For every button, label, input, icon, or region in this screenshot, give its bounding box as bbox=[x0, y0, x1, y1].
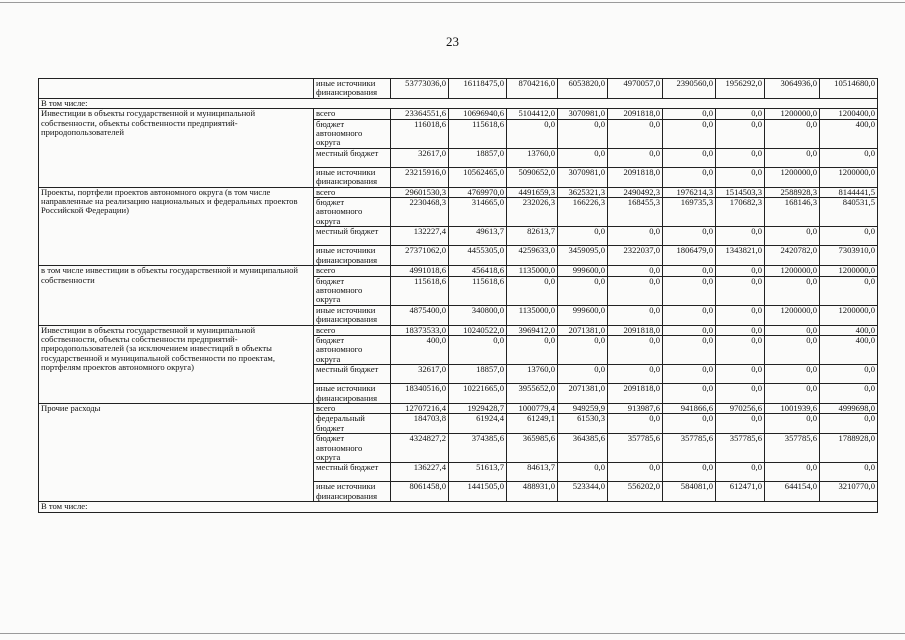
amount-year: 4259633,0 bbox=[507, 246, 558, 266]
amount-year: 0,0 bbox=[716, 325, 765, 335]
table-row bbox=[39, 109, 878, 119]
amount-year: 10221665,0 bbox=[449, 384, 507, 404]
amount-year: 357785,6 bbox=[663, 434, 716, 463]
amount-year: 949259,9 bbox=[558, 403, 608, 413]
amount-year: 2091818,0 bbox=[608, 109, 663, 119]
funding-source: местный бюджет bbox=[314, 365, 391, 384]
amount-year: 170682,3 bbox=[716, 198, 765, 227]
amount-year: 5090652,0 bbox=[507, 167, 558, 187]
funding-source: всего bbox=[314, 266, 391, 276]
amount-year: 3955652,0 bbox=[507, 384, 558, 404]
amount-year: 7303910,0 bbox=[820, 246, 878, 266]
amount-year: 400,0 bbox=[820, 325, 878, 335]
amount-year: 169735,3 bbox=[663, 198, 716, 227]
amount-year: 115618,6 bbox=[449, 119, 507, 148]
amount-year: 0,0 bbox=[608, 276, 663, 305]
amount-total: 23364551,6 bbox=[391, 109, 449, 119]
amount-year: 0,0 bbox=[608, 414, 663, 434]
amount-year: 0,0 bbox=[608, 148, 663, 167]
amount-year: 0,0 bbox=[716, 227, 765, 246]
scan-edge-bottom bbox=[0, 633, 905, 634]
table-row bbox=[39, 325, 878, 335]
amount-year: 168146,3 bbox=[765, 198, 820, 227]
amount-year: 0,0 bbox=[507, 276, 558, 305]
amount-year: 374385,6 bbox=[449, 434, 507, 463]
amount-year: 0,0 bbox=[716, 305, 765, 325]
amount-year: 0,0 bbox=[820, 276, 878, 305]
amount-year: 0,0 bbox=[820, 414, 878, 434]
amount-year: 1200000,0 bbox=[765, 305, 820, 325]
section-heading: В том числе: bbox=[39, 502, 878, 512]
amount-year: 0,0 bbox=[663, 148, 716, 167]
amount-year: 0,0 bbox=[663, 119, 716, 148]
amount-year: 10514680,0 bbox=[820, 79, 878, 99]
amount-year: 18857,0 bbox=[449, 365, 507, 384]
amount-year: 166226,3 bbox=[558, 198, 608, 227]
amount-year: 2588928,3 bbox=[765, 187, 820, 197]
amount-year: 999600,0 bbox=[558, 305, 608, 325]
amount-year: 400,0 bbox=[820, 335, 878, 364]
section-row bbox=[39, 502, 878, 512]
amount-year: 18857,0 bbox=[449, 148, 507, 167]
amount-year: 6053820,0 bbox=[558, 79, 608, 99]
amount-year: 3969412,0 bbox=[507, 325, 558, 335]
amount-year: 1135000,0 bbox=[507, 266, 558, 276]
amount-total: 2230468,3 bbox=[391, 198, 449, 227]
amount-year: 0,0 bbox=[558, 148, 608, 167]
amount-total: 18340516,0 bbox=[391, 384, 449, 404]
amount-year: 61530,3 bbox=[558, 414, 608, 434]
amount-year: 2071381,0 bbox=[558, 384, 608, 404]
amount-year: 612471,0 bbox=[716, 482, 765, 502]
amount-year: 0,0 bbox=[765, 276, 820, 305]
amount-year: 0,0 bbox=[558, 365, 608, 384]
amount-total: 29601530,3 bbox=[391, 187, 449, 197]
amount-year: 49613,7 bbox=[449, 227, 507, 246]
amount-year: 0,0 bbox=[558, 227, 608, 246]
scan-edge-top bbox=[0, 2, 905, 3]
amount-year: 1343821,0 bbox=[716, 246, 765, 266]
amount-year: 999600,0 bbox=[558, 266, 608, 276]
section-heading: В том числе: bbox=[39, 98, 878, 108]
amount-year: 0,0 bbox=[608, 119, 663, 148]
amount-year: 0,0 bbox=[765, 365, 820, 384]
amount-year: 523344,0 bbox=[558, 482, 608, 502]
amount-year: 0,0 bbox=[820, 365, 878, 384]
funding-source: местный бюджет bbox=[314, 148, 391, 167]
amount-year: 8704216,0 bbox=[507, 79, 558, 99]
amount-year: 0,0 bbox=[558, 463, 608, 482]
amount-year: 4999698,0 bbox=[820, 403, 878, 413]
amount-year: 0,0 bbox=[663, 305, 716, 325]
amount-year: 1200000,0 bbox=[820, 305, 878, 325]
amount-year: 4455305,0 bbox=[449, 246, 507, 266]
amount-year: 0,0 bbox=[507, 335, 558, 364]
amount-year: 0,0 bbox=[608, 227, 663, 246]
amount-year: 0,0 bbox=[663, 463, 716, 482]
amount-total: 136227,4 bbox=[391, 463, 449, 482]
table-row bbox=[39, 266, 878, 276]
amount-year: 584081,0 bbox=[663, 482, 716, 502]
row-description bbox=[39, 79, 314, 99]
amount-year: 0,0 bbox=[608, 305, 663, 325]
funding-source: иные источники финансирования bbox=[314, 384, 391, 404]
amount-year: 3459095,0 bbox=[558, 246, 608, 266]
funding-source: бюджет автономного округа bbox=[314, 198, 391, 227]
amount-year: 1956292,0 bbox=[716, 79, 765, 99]
amount-year: 1000779,4 bbox=[507, 403, 558, 413]
section-row bbox=[39, 98, 878, 108]
amount-year: 0,0 bbox=[663, 167, 716, 187]
amount-year: 0,0 bbox=[663, 227, 716, 246]
amount-year: 0,0 bbox=[820, 384, 878, 404]
amount-year: 0,0 bbox=[716, 335, 765, 364]
amount-year: 0,0 bbox=[663, 276, 716, 305]
amount-year: 115618,6 bbox=[449, 276, 507, 305]
funding-source: бюджет автономного округа bbox=[314, 276, 391, 305]
amount-year: 232026,3 bbox=[507, 198, 558, 227]
amount-year: 1200000,0 bbox=[765, 167, 820, 187]
funding-source: бюджет автономного округа bbox=[314, 119, 391, 148]
amount-year: 13760,0 bbox=[507, 365, 558, 384]
table-row bbox=[39, 79, 878, 99]
amount-year: 0,0 bbox=[765, 119, 820, 148]
amount-year: 1929428,7 bbox=[449, 403, 507, 413]
amount-year: 2390560,0 bbox=[663, 79, 716, 99]
amount-year: 2420782,0 bbox=[765, 246, 820, 266]
amount-total: 32617,0 bbox=[391, 365, 449, 384]
amount-year: 0,0 bbox=[716, 109, 765, 119]
amount-year: 0,0 bbox=[716, 384, 765, 404]
amount-year: 10696940,6 bbox=[449, 109, 507, 119]
amount-total: 27371062,0 bbox=[391, 246, 449, 266]
funding-source: иные источники финансирования bbox=[314, 305, 391, 325]
amount-year: 3070981,0 bbox=[558, 167, 608, 187]
amount-total: 32617,0 bbox=[391, 148, 449, 167]
amount-year: 365985,6 bbox=[507, 434, 558, 463]
amount-year: 970256,6 bbox=[716, 403, 765, 413]
amount-year: 456418,6 bbox=[449, 266, 507, 276]
amount-total: 23215916,0 bbox=[391, 167, 449, 187]
amount-year: 2091818,0 bbox=[608, 167, 663, 187]
amount-year: 400,0 bbox=[820, 119, 878, 148]
amount-year: 61924,4 bbox=[449, 414, 507, 434]
amount-year: 0,0 bbox=[663, 325, 716, 335]
amount-year: 3070981,0 bbox=[558, 109, 608, 119]
funding-source: местный бюджет bbox=[314, 227, 391, 246]
page-number: 23 bbox=[446, 34, 459, 49]
table-row bbox=[39, 403, 878, 413]
amount-year: 364385,6 bbox=[558, 434, 608, 463]
amount-year: 1200000,0 bbox=[765, 109, 820, 119]
budget-table bbox=[38, 78, 878, 513]
amount-total: 115618,6 bbox=[391, 276, 449, 305]
funding-source: всего bbox=[314, 109, 391, 119]
funding-source: всего bbox=[314, 325, 391, 335]
amount-year: 1788928,0 bbox=[820, 434, 878, 463]
amount-year: 0,0 bbox=[820, 463, 878, 482]
amount-year: 556202,0 bbox=[608, 482, 663, 502]
amount-year: 4491659,3 bbox=[507, 187, 558, 197]
funding-source: бюджет автономного округа bbox=[314, 434, 391, 463]
amount-year: 10240522,0 bbox=[449, 325, 507, 335]
amount-year: 941866,6 bbox=[663, 403, 716, 413]
amount-year: 1976214,3 bbox=[663, 187, 716, 197]
amount-year: 2091818,0 bbox=[608, 384, 663, 404]
row-description: в том числе инвестиции в объекты государственной и муниципальной собственности bbox=[39, 266, 314, 325]
amount-year: 314665,0 bbox=[449, 198, 507, 227]
amount-year: 5104412,0 bbox=[507, 109, 558, 119]
amount-year: 8144441,5 bbox=[820, 187, 878, 197]
amount-year: 0,0 bbox=[765, 148, 820, 167]
amount-year: 357785,6 bbox=[608, 434, 663, 463]
amount-year: 0,0 bbox=[449, 335, 507, 364]
amount-year: 488931,0 bbox=[507, 482, 558, 502]
amount-year: 1514503,3 bbox=[716, 187, 765, 197]
funding-source: иные источники финансирования bbox=[314, 246, 391, 266]
amount-year: 168455,3 bbox=[608, 198, 663, 227]
amount-total: 8061458,0 bbox=[391, 482, 449, 502]
funding-source: всего bbox=[314, 187, 391, 197]
amount-total: 116018,6 bbox=[391, 119, 449, 148]
amount-year: 0,0 bbox=[663, 266, 716, 276]
funding-source: бюджет автономного округа bbox=[314, 335, 391, 364]
amount-year: 2071381,0 bbox=[558, 325, 608, 335]
amount-year: 0,0 bbox=[820, 227, 878, 246]
amount-year: 0,0 bbox=[558, 335, 608, 364]
row-description: Инвестиции в объекты государственной и муниципальной собственности, объекты собственности предприятий-природопользователей bbox=[39, 109, 314, 187]
funding-source: иные источники финансирования bbox=[314, 482, 391, 502]
amount-year: 0,0 bbox=[663, 414, 716, 434]
amount-year: 0,0 bbox=[765, 384, 820, 404]
funding-source: иные источники финансирования bbox=[314, 167, 391, 187]
amount-year: 0,0 bbox=[663, 365, 716, 384]
amount-year: 1200000,0 bbox=[820, 266, 878, 276]
amount-year: 0,0 bbox=[716, 414, 765, 434]
amount-year: 0,0 bbox=[820, 148, 878, 167]
amount-year: 840531,5 bbox=[820, 198, 878, 227]
row-description: Проекты, портфели проектов автономного округа (в том числе направленные на реализацию национальных и федеральных проектов Российской Федерации) bbox=[39, 187, 314, 265]
amount-year: 357785,6 bbox=[765, 434, 820, 463]
amount-year: 13760,0 bbox=[507, 148, 558, 167]
amount-year: 644154,0 bbox=[765, 482, 820, 502]
amount-year: 10562465,0 bbox=[449, 167, 507, 187]
funding-source: всего bbox=[314, 403, 391, 413]
amount-total: 184703,8 bbox=[391, 414, 449, 434]
amount-year: 0,0 bbox=[765, 325, 820, 335]
amount-total: 4324827,2 bbox=[391, 434, 449, 463]
amount-year: 0,0 bbox=[716, 119, 765, 148]
amount-year: 0,0 bbox=[716, 266, 765, 276]
amount-year: 1441505,0 bbox=[449, 482, 507, 502]
amount-year: 357785,6 bbox=[716, 434, 765, 463]
amount-total: 4991018,6 bbox=[391, 266, 449, 276]
amount-year: 2490492,3 bbox=[608, 187, 663, 197]
table-row bbox=[39, 187, 878, 197]
amount-year: 913987,6 bbox=[608, 403, 663, 413]
amount-year: 1806479,0 bbox=[663, 246, 716, 266]
amount-year: 0,0 bbox=[765, 227, 820, 246]
amount-year: 0,0 bbox=[558, 119, 608, 148]
amount-year: 0,0 bbox=[608, 463, 663, 482]
amount-year: 0,0 bbox=[716, 365, 765, 384]
amount-year: 1135000,0 bbox=[507, 305, 558, 325]
amount-total: 12707216,4 bbox=[391, 403, 449, 413]
amount-year: 0,0 bbox=[716, 276, 765, 305]
amount-total: 400,0 bbox=[391, 335, 449, 364]
amount-year: 0,0 bbox=[608, 335, 663, 364]
amount-total: 132227,4 bbox=[391, 227, 449, 246]
amount-year: 0,0 bbox=[608, 365, 663, 384]
amount-year: 0,0 bbox=[716, 463, 765, 482]
amount-year: 0,0 bbox=[507, 119, 558, 148]
amount-year: 340800,0 bbox=[449, 305, 507, 325]
amount-year: 4970057,0 bbox=[608, 79, 663, 99]
amount-year: 2322037,0 bbox=[608, 246, 663, 266]
amount-year: 0,0 bbox=[663, 109, 716, 119]
amount-year: 0,0 bbox=[663, 335, 716, 364]
amount-year: 1200400,0 bbox=[820, 109, 878, 119]
amount-year: 0,0 bbox=[663, 384, 716, 404]
amount-year: 0,0 bbox=[765, 414, 820, 434]
amount-year: 0,0 bbox=[765, 335, 820, 364]
funding-source: федеральный бюджет bbox=[314, 414, 391, 434]
amount-year: 3064936,0 bbox=[765, 79, 820, 99]
amount-year: 16118475,0 bbox=[449, 79, 507, 99]
amount-year: 1200000,0 bbox=[820, 167, 878, 187]
amount-total: 53773036,0 bbox=[391, 79, 449, 99]
funding-source: местный бюджет bbox=[314, 463, 391, 482]
amount-year: 84613,7 bbox=[507, 463, 558, 482]
amount-total: 4875400,0 bbox=[391, 305, 449, 325]
amount-year: 1200000,0 bbox=[765, 266, 820, 276]
budget-table-body bbox=[39, 79, 878, 513]
funding-source: иные источники финансирования bbox=[314, 79, 391, 99]
amount-year: 2091818,0 bbox=[608, 325, 663, 335]
amount-year: 82613,7 bbox=[507, 227, 558, 246]
amount-year: 0,0 bbox=[716, 167, 765, 187]
amount-year: 0,0 bbox=[608, 266, 663, 276]
amount-year: 61249,1 bbox=[507, 414, 558, 434]
amount-year: 0,0 bbox=[716, 148, 765, 167]
row-description: Инвестиции в объекты государственной и муниципальной собственности, объекты собственности предприятий-природопользователей (за исключением инвестиций в объекты государственной и муниципальной собственности по проектам, портфелям проектов автономного округа) bbox=[39, 325, 314, 403]
amount-year: 0,0 bbox=[765, 463, 820, 482]
amount-year: 3210770,0 bbox=[820, 482, 878, 502]
amount-year: 4769970,0 bbox=[449, 187, 507, 197]
amount-year: 51613,7 bbox=[449, 463, 507, 482]
amount-year: 0,0 bbox=[558, 276, 608, 305]
row-description: Прочие расходы bbox=[39, 403, 314, 501]
amount-year: 1001939,6 bbox=[765, 403, 820, 413]
amount-year: 3625321,3 bbox=[558, 187, 608, 197]
amount-total: 18373533,0 bbox=[391, 325, 449, 335]
